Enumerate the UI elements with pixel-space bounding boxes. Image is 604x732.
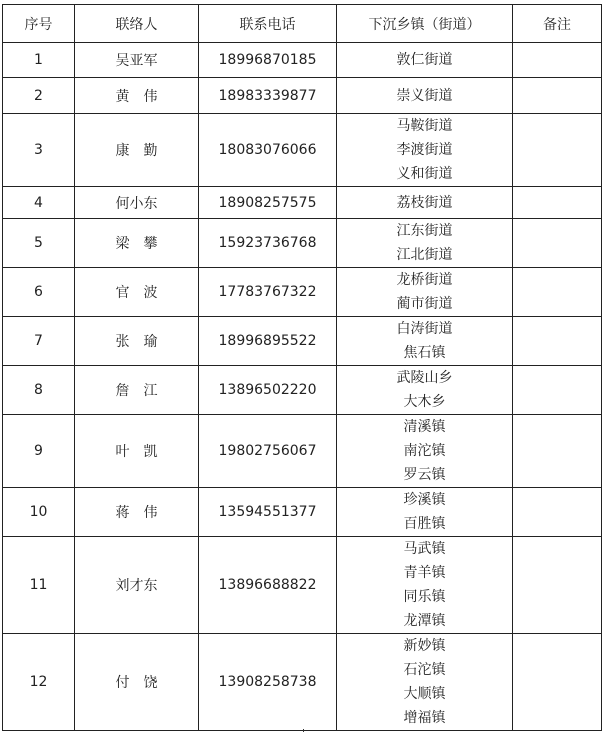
cell-contact-name: 黄 伟 bbox=[75, 78, 199, 114]
cell-note bbox=[513, 634, 602, 731]
table-row bbox=[3, 488, 602, 537]
header-area: 下沉乡镇（街道） bbox=[337, 5, 513, 43]
cell-phone: 13896502220 bbox=[199, 366, 337, 415]
cell-phone: 13896688822 bbox=[199, 537, 337, 634]
area-item: 焦石镇 bbox=[403, 345, 446, 361]
table-row bbox=[3, 43, 602, 78]
area-item: 白涛街道 bbox=[396, 321, 453, 337]
cell-area bbox=[337, 43, 513, 78]
area-item: 马武镇 bbox=[403, 541, 446, 557]
header-contact: 联络人 bbox=[75, 5, 199, 43]
cell-seq: 6 bbox=[3, 268, 75, 317]
cell-contact-name: 詹 江 bbox=[75, 366, 199, 415]
area-item: 同乐镇 bbox=[403, 589, 446, 605]
contact-table bbox=[2, 4, 602, 731]
cell-area bbox=[337, 415, 513, 488]
cell-note bbox=[513, 114, 602, 187]
area-item: 龙桥街道 bbox=[396, 272, 453, 288]
cell-phone: 15923736768 bbox=[199, 219, 337, 268]
cell-seq: 4 bbox=[3, 187, 75, 219]
area-item: 石沱镇 bbox=[403, 662, 446, 678]
cell-seq: 9 bbox=[3, 415, 75, 488]
cell-area bbox=[337, 366, 513, 415]
cell-phone: 18083076066 bbox=[199, 114, 337, 187]
cell-seq: 11 bbox=[3, 537, 75, 634]
cell-contact-name: 吴亚军 bbox=[75, 43, 199, 78]
area-item: 罗云镇 bbox=[403, 467, 446, 483]
cell-phone: 13594551377 bbox=[199, 488, 337, 537]
area-item: 马鞍街道 bbox=[396, 118, 453, 134]
area-item: 敦仁街道 bbox=[396, 52, 453, 68]
area-item: 大木乡 bbox=[403, 394, 446, 410]
cell-area bbox=[337, 114, 513, 187]
cell-contact-name: 官 波 bbox=[75, 268, 199, 317]
area-item: 增福镇 bbox=[403, 710, 446, 726]
area-item: 龙潭镇 bbox=[403, 613, 446, 629]
cell-phone: 17783767322 bbox=[199, 268, 337, 317]
area-item: 珍溪镇 bbox=[403, 492, 446, 508]
cell-phone: 18983339877 bbox=[199, 78, 337, 114]
cell-area bbox=[337, 187, 513, 219]
cell-seq: 7 bbox=[3, 317, 75, 366]
cell-seq: 3 bbox=[3, 114, 75, 187]
area-item: 江东街道 bbox=[396, 223, 453, 239]
cell-contact-name: 蒋 伟 bbox=[75, 488, 199, 537]
cell-note bbox=[513, 415, 602, 488]
cell-seq: 12 bbox=[3, 634, 75, 731]
cell-seq: 10 bbox=[3, 488, 75, 537]
cell-seq: 5 bbox=[3, 219, 75, 268]
area-item: 义和街道 bbox=[396, 166, 453, 182]
area-item: 崇义街道 bbox=[396, 87, 453, 104]
cell-seq: 2 bbox=[3, 78, 75, 114]
cell-seq: 1 bbox=[3, 43, 75, 78]
cell-contact-name: 梁 攀 bbox=[75, 219, 199, 268]
cell-seq: 8 bbox=[3, 366, 75, 415]
cell-note bbox=[513, 488, 602, 537]
table-row bbox=[3, 78, 602, 114]
cell-contact-name: 张 瑜 bbox=[75, 317, 199, 366]
cell-contact-name: 叶 凯 bbox=[75, 415, 199, 488]
table-row bbox=[3, 268, 602, 317]
table-row bbox=[3, 415, 602, 488]
cell-note bbox=[513, 537, 602, 634]
cell-contact-name: 刘才东 bbox=[75, 537, 199, 634]
cell-area bbox=[337, 219, 513, 268]
table-row bbox=[3, 366, 602, 415]
header-note: 备注 bbox=[513, 5, 602, 43]
cell-phone: 18908257575 bbox=[199, 187, 337, 219]
cell-contact-name: 康 勤 bbox=[75, 114, 199, 187]
cell-note bbox=[513, 219, 602, 268]
cell-area bbox=[337, 317, 513, 366]
table-row bbox=[3, 634, 602, 731]
cell-contact-name: 何小东 bbox=[75, 187, 199, 219]
area-item: 南沱镇 bbox=[403, 443, 446, 459]
cell-phone: 19802756067 bbox=[199, 415, 337, 488]
area-item: 清溪镇 bbox=[403, 419, 446, 435]
area-item: 蔺市街道 bbox=[396, 296, 453, 312]
header-seq: 序号 bbox=[3, 5, 75, 43]
table-row bbox=[3, 187, 602, 219]
table-header-row bbox=[3, 5, 602, 43]
area-item: 李渡街道 bbox=[396, 142, 453, 158]
cell-phone: 18996870185 bbox=[199, 43, 337, 78]
table-row bbox=[3, 219, 602, 268]
cell-note bbox=[513, 78, 602, 114]
cell-note bbox=[513, 268, 602, 317]
area-item: 荔枝街道 bbox=[396, 194, 453, 211]
area-item: 百胜镇 bbox=[403, 516, 446, 532]
area-item: 青羊镇 bbox=[403, 565, 446, 581]
cell-contact-name: 付 饶 bbox=[75, 634, 199, 731]
cell-note bbox=[513, 187, 602, 219]
cell-area bbox=[337, 78, 513, 114]
table-row bbox=[3, 317, 602, 366]
cell-area bbox=[337, 537, 513, 634]
cell-phone: 18996895522 bbox=[199, 317, 337, 366]
cell-phone: 13908258738 bbox=[199, 634, 337, 731]
area-item: 大顺镇 bbox=[403, 686, 446, 702]
cell-area bbox=[337, 634, 513, 731]
table-body bbox=[3, 43, 602, 731]
cell-note bbox=[513, 317, 602, 366]
cell-note bbox=[513, 366, 602, 415]
cell-note bbox=[513, 43, 602, 78]
header-phone: 联系电话 bbox=[199, 5, 337, 43]
area-item: 新妙镇 bbox=[403, 638, 446, 654]
cell-area bbox=[337, 488, 513, 537]
cell-area bbox=[337, 268, 513, 317]
area-item: 江北街道 bbox=[396, 247, 453, 263]
area-item: 武陵山乡 bbox=[396, 370, 453, 386]
table-row bbox=[3, 114, 602, 187]
table-row bbox=[3, 537, 602, 634]
